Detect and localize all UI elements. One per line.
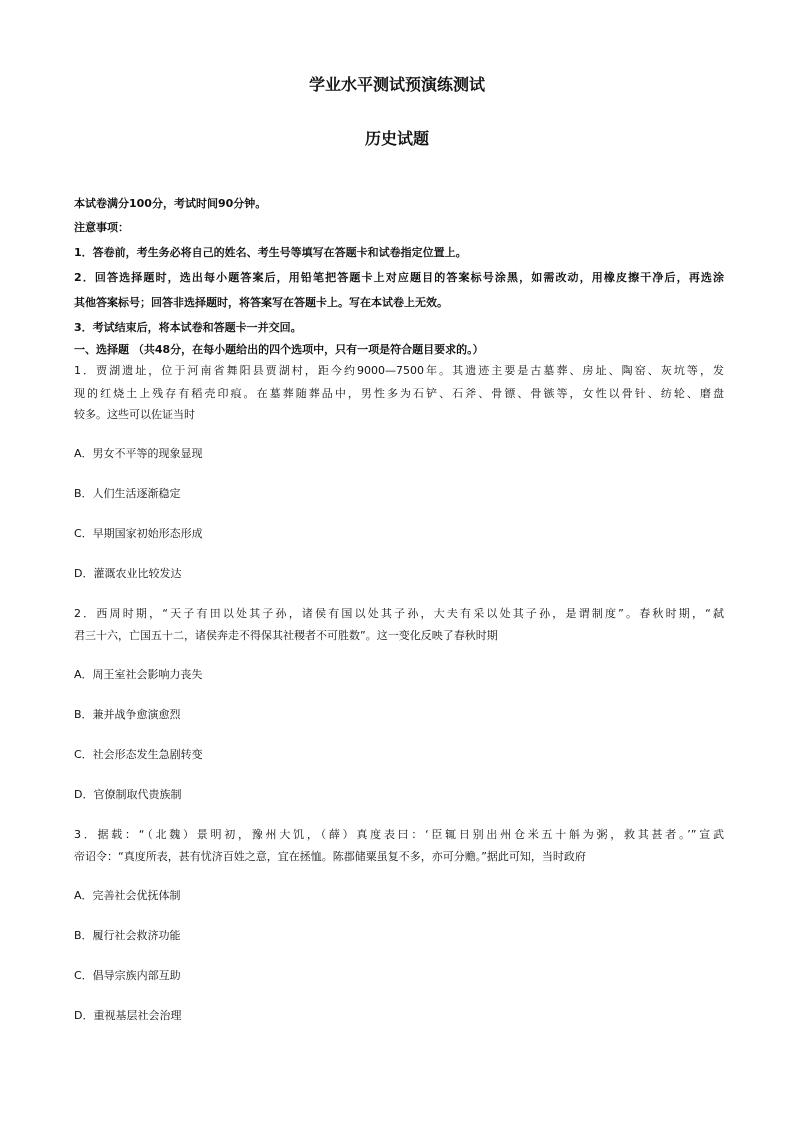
score-time-note: 本试卷满分100分，考试时间90分钟。 [74,197,267,210]
q3-option-a: A．完善社会优抚体制 [74,889,181,902]
q2-option-a: A．周王室社会影响力丧失 [74,668,203,681]
q2-stem-line-2: 君三十六，亡国五十二，诸侯奔走不得保其社稷者不可胜数”。这一变化反映了春秋时期 [74,629,498,642]
notice-item-3: 3．考试结束后，将本试卷和答题卡一并交回。 [74,321,302,334]
q1-stem-line-2: 现的红烧土上残存有稻壳印痕。在墓葬随葬品中，男性多为石铲、石斧、骨镖、骨镞等，女性以骨针、纺轮、磨盘 [74,387,724,400]
notice-item-2-line-2: 其他答案标号；回答非选择题时，将答案写在答题卡上。写在本试卷上无效。 [74,296,448,309]
q2-stem-line-1: 2．西周时期，“天子有田以处其子孙，诸侯有国以处其子孙，大夫有采以处其子孙，是谓制度”。春秋时期，“弑 [74,607,724,620]
q1-stem-line-1: 1．贾湖遗址，位于河南省舞阳县贾湖村，距今约9000—7500年。其遗迹主要是古墓葬、房址、陶窑、灰坑等，发 [74,364,724,377]
exam-subtitle: 历史试题 [364,129,429,148]
q3-stem-line-2: 帝诏令：“真度所表，甚有忧济百姓之意，宜在拯恤。陈郡储粟虽复不多，亦可分赡。”据此可知，当时政府 [74,850,586,863]
section-heading: 一、选择题 （共48分，在每小题给出的四个选项中，只有一项是符合题目要求的。） [74,343,484,356]
q3-stem-line-1: 3．据载：“（北魏）景明初，豫州大饥，（薛）真度表曰：‘臣辄日别出州仓米五十斛为粥，救其甚者。’”宣武 [74,828,724,841]
q1-stem-line-3: 较多。这些可以佐证当时 [74,408,195,421]
q2-option-b: B．兼并战争愈演愈烈 [74,708,181,721]
q1-option-a: A．男女不平等的现象显现 [74,447,203,460]
notice-item-2-line-1: 2．回答选择题时，选出每小题答案后，用铅笔把答题卡上对应题目的答案标号涂黑，如需改动，用橡皮擦干净后，再选涂 [74,271,724,284]
notice-item-1: 1．答卷前，考生务必将自己的姓名、考生号等填写在答题卡和试卷指定位置上。 [74,246,467,259]
exam-title: 学业水平测试预演练测试 [308,75,485,94]
q3-option-c: C．倡导宗族内部互助 [74,969,181,982]
q1-option-d: D．灌溉农业比较发达 [74,567,182,580]
notice-heading: 注意事项： [74,221,129,234]
q3-option-d: D．重视基层社会治理 [74,1009,182,1022]
q2-option-c: C．社会形态发生急剧转变 [74,748,203,761]
q2-option-d: D．官僚制取代贵族制 [74,788,182,801]
q3-option-b: B．履行社会救济功能 [74,929,181,942]
q1-option-b: B．人们生活逐渐稳定 [74,487,181,500]
q1-option-c: C．早期国家初始形态形成 [74,527,203,540]
